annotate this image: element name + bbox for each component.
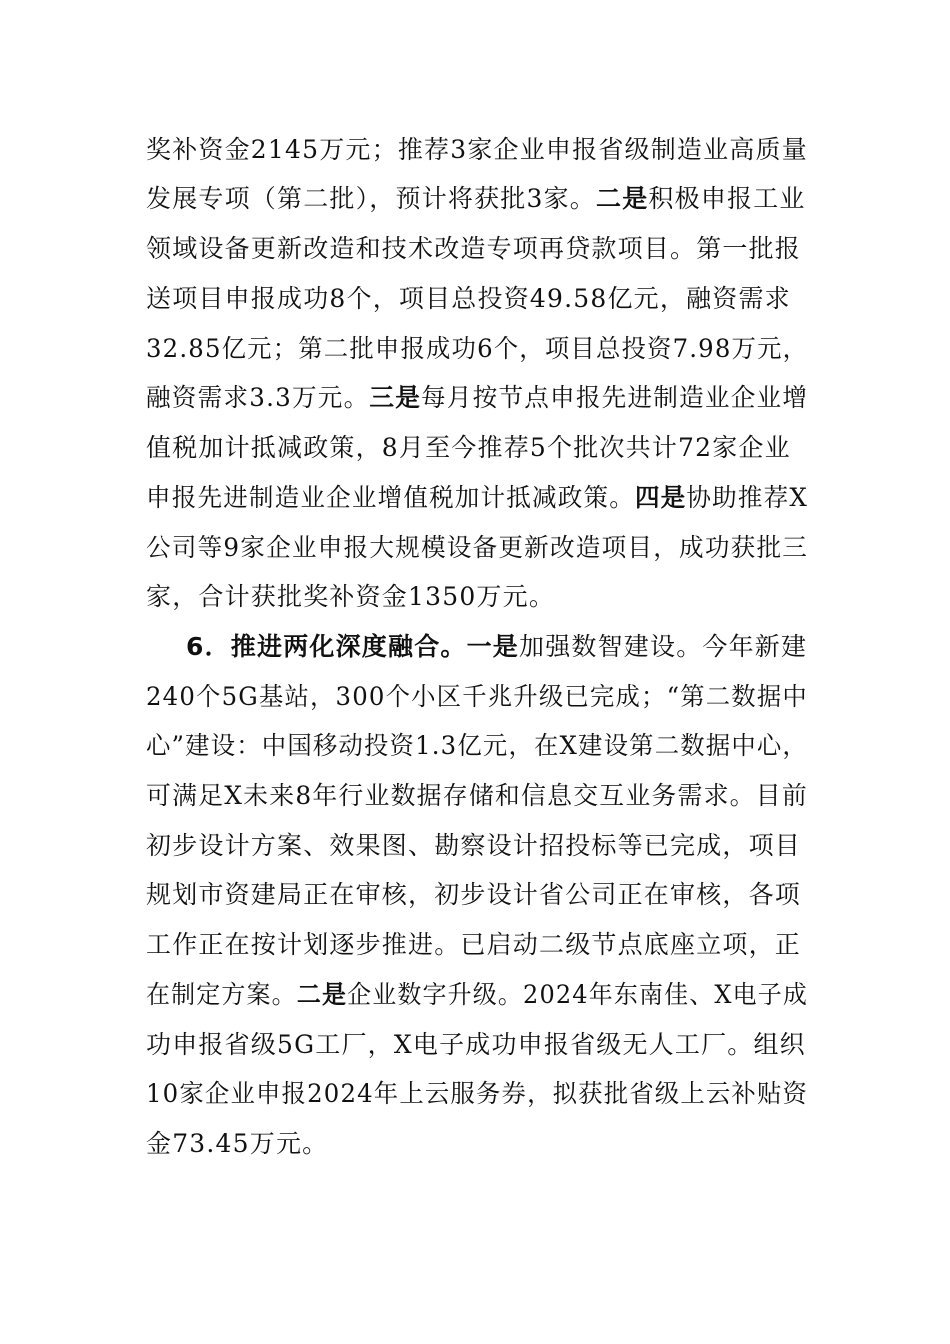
text-run: 积极申报工业 xyxy=(648,184,806,213)
text-run: 值税加计抵减政策，8月至今推荐5个批次共计72家企业 xyxy=(146,433,791,462)
text-run: 发展专项（第二批），预计将获批3家。 xyxy=(146,184,597,213)
text-line xyxy=(146,582,555,612)
text-line xyxy=(146,383,808,413)
bold-run: 二是 xyxy=(296,980,348,1009)
text-run: 融资需求3.3万元。 xyxy=(146,383,370,412)
text-run: 企业数字升级。2024年东南佳、X电子成 xyxy=(347,980,809,1009)
text-line xyxy=(146,930,801,960)
text-line xyxy=(146,533,808,563)
text-run: 32.85亿元；第二批申报成功6个，项目总投资7.98万元， xyxy=(146,334,809,363)
bold-run: 三是 xyxy=(369,383,422,412)
section-heading: 6．推进两化深度融合。一是 xyxy=(186,632,519,661)
text-line xyxy=(146,1079,808,1109)
section-heading-line xyxy=(186,632,807,662)
bold-run: 四是 xyxy=(634,483,687,512)
text-line xyxy=(146,980,808,1010)
text-run: 每月按节点申报先进制造业企业增 xyxy=(421,383,809,412)
text-run: 公司等9家企业申报大规模设备更新改造项目，成功获批三 xyxy=(146,533,809,562)
text-line xyxy=(146,1129,328,1159)
text-run: 送项目申报成功8个，项目总投资49.58亿元，融资需求 xyxy=(146,284,791,313)
text-run: 240个5G基站，300个小区千兆升级已完成；“第二数据中 xyxy=(146,682,808,711)
text-run: 加强数智建设。今年新建 xyxy=(519,632,808,661)
text-line xyxy=(146,880,801,910)
text-line xyxy=(146,334,808,364)
text-run: 领域设备更新改造和技术改造专项再贷款项目。第一批报 xyxy=(146,234,802,263)
text-run: 规划市资建局正在审核，初步设计省公司正在审核，各项 xyxy=(146,880,802,909)
text-run: 功申报省级5G工厂，X电子成功申报省级无人工厂。组织 xyxy=(146,1030,806,1059)
text-run: 奖补资金2145万元；推荐3家企业申报省级制造业高质量 xyxy=(146,135,808,164)
text-line xyxy=(146,781,808,811)
text-run: 协助推荐X xyxy=(686,483,809,512)
text-run: 工作正在按计划逐步推进。已启动二级节点底座立项，正 xyxy=(146,930,802,959)
text-line xyxy=(146,234,801,264)
text-run: 10家企业申报2024年上云服务券，拟获批省级上云补贴资 xyxy=(146,1079,809,1108)
text-run: 在制定方案。 xyxy=(146,980,297,1009)
text-line xyxy=(146,731,808,761)
text-line xyxy=(146,135,808,165)
text-line xyxy=(146,1030,806,1060)
text-line xyxy=(146,184,806,214)
text-line xyxy=(146,831,801,861)
text-line xyxy=(146,433,791,463)
text-line xyxy=(146,483,808,513)
text-line xyxy=(146,284,791,314)
text-line xyxy=(146,682,808,712)
bold-run: 二是 xyxy=(596,184,649,213)
text-run: 金73.45万元。 xyxy=(146,1129,329,1158)
text-run: 申报先进制造业企业增值税加计抵减政策。 xyxy=(146,483,635,512)
text-run: 可满足X未来8年行业数据存储和信息交互业务需求。目前 xyxy=(146,781,808,810)
text-run: 心”建设：中国移动投资1.3亿元，在X建设第二数据中心， xyxy=(146,731,808,760)
text-run: 初步设计方案、效果图、勘察设计招投标等已完成，项目 xyxy=(146,831,802,860)
text-run: 家，合计获批奖补资金1350万元。 xyxy=(146,582,556,611)
